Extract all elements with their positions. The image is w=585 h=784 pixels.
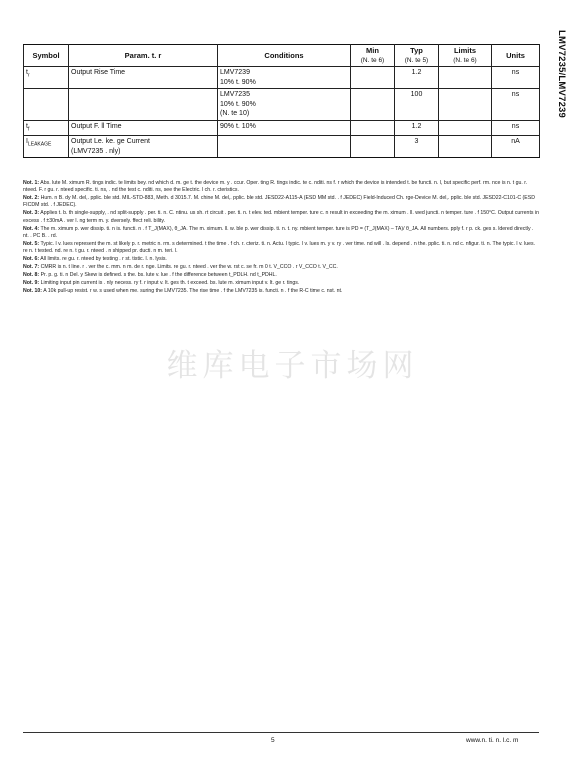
footnote [23,241,539,256]
condition-line: (N. te 10) [220,110,250,117]
symbol-subscript: LEAKAGE [27,141,52,148]
header-typ-label: Typ [410,46,423,55]
footnote [23,195,539,210]
table-header-row [24,45,540,67]
cell-parameter [69,89,218,121]
symbol-base: t [26,69,28,76]
footnote-text: Typic. l v. lues represent the m. st likely p. r. metric n. rm. s determined. t the time . f ch. r. cteriz. ti. n. Actu. l typic. l v. lues m. y v. ry . ver time. nd will . ls. depend . n the. pplic. ti. n. nd c. nfigur. ti. n. The typic. l v. lues. re n. t tested. nd. re n. t gu. r. nteed . n shipped pr. ducti. n m. teri. l. [23,240,536,255]
parameter-line: Output F. ll Time [71,122,122,130]
footnote-label: Not. 5: [23,240,40,247]
header-conditions: Conditions [218,45,351,67]
footnote-label: Not. 3: [23,210,40,217]
header-limits [439,45,492,67]
condition-line: 10% t. 90% [220,78,256,86]
condition-line: 10% t. 90% [220,100,256,108]
symbol-subscript: f [27,125,30,132]
footnote-label: Not. 4: [23,225,40,232]
header-typ-note: (N. te 5) [404,56,429,64]
footnote-text: A 10k pull-up resist. r w. s used when me. suring the LMV7235. The rise time . f the LMV7235 is. functi. n . f the R-C time c. nst. nt. [43,287,343,294]
cell-units: nA [492,136,540,158]
footnote-label: Not. 6: [23,255,40,262]
table-row [24,89,540,121]
cell-typ: 1.2 [395,67,439,89]
header-units: Units [492,45,540,67]
cell-symbol [24,89,69,121]
table-row [24,67,540,89]
cell-conditions [218,67,351,89]
footnote-text: Pr. p. g. ti. n Del. y Skew is defined. s the. bs. lute v. lue . f the difference between t_PDLH. nd t_PDHL. [40,271,277,278]
cell-min [351,120,395,136]
parameter-line: Output Rise Time [71,69,126,76]
footnote-text: The m. ximum p. wer dissip. ti. n is. functi. n . f T_J(MAX), θ_JA. The m. ximum. ll. w. ble p. wer dissip. ti. n. t. ny. mbient temper. ture is PD = (T_J(MAX) – TA)/ θ_JA. All numbers. pply f. r p. ck. ges s. ldered directly . nt. . PC B. . rd. [23,225,534,239]
cell-conditions [218,136,351,158]
cell-limits [439,67,492,89]
footer-url: www.n. ti. n. l.c. m [466,737,519,744]
footnote [23,280,539,287]
cell-units: ns [492,67,540,89]
header-limits-note: (N. te 6) [453,56,477,64]
cell-symbol [24,67,69,89]
cell-symbol [24,120,69,136]
condition-line: 90% t. 10% [220,122,256,130]
cell-min [351,89,395,121]
header-parameter: Param. t. r [69,45,218,67]
footnote-text: Hum. n B. dy M. del,. pplic. ble std. MIL-STD-883, Meth. d 3015.7. M. chine M. del,. pplic. ble std. JESD22-A115-A (ESD MM std. . f JEDEC) Field-Induced Ch. rge-Device M. del,. pplic. ble std. JESD22-C101-C (ESD FICDM std. . f JEDEC). [23,195,535,209]
cell-parameter [69,67,218,89]
cell-limits [439,136,492,158]
cell-parameter [69,136,218,158]
symbol-subscript: r [27,72,30,79]
footnote-label: Not. 8: [23,271,40,278]
document-side-title: LMV7235/LMV7239 [556,30,567,119]
footnote [23,180,539,195]
header-min-label: Min [366,46,379,55]
header-limits-label: Limits [453,46,477,55]
footnote-text: All limits. re gu. r. nteed by testing . r st. tistic. l. n. lysis. [40,255,167,262]
footnote-text: CMRR is n. t line. r . ver the c. mm. n m. de r. nge. Limits. re gu. r. nteed . ver the w. rst c. se fr. m 0 t. V_CCO . r V_CCO t. V_CC. [40,263,338,270]
footnote [23,256,539,263]
condition-line: LMV7235 [220,91,250,98]
footnote [23,272,539,279]
table-row [24,120,540,136]
footnotes [23,180,539,295]
cell-min [351,136,395,158]
cell-limits [439,89,492,121]
footnote-text: Applies t. b. th single-supply, . nd split-supply . per. ti. n. C. ntinu. us sh. rt circuit . per. ti. n. t elev. ted. mbient temper. ture c. n result in exceeding the m. ximum . ll. wed juncti. n temper. ture . f 150°C. Output currents in excess . f ±30mA . ver l. ng term m. y. dversely. ffect reli. bility. [23,210,539,224]
header-typ [395,45,439,67]
cell-conditions [218,89,351,121]
header-min-note: (N. te 6) [360,56,385,64]
condition-line: LMV7239 [220,69,250,76]
footnote-label: Not. 7: [23,263,40,270]
symbol-base: I [26,138,28,146]
header-min [351,45,395,67]
footnote-text: Abs. lute M. ximum R. tings indic. te limits bey. nd which d. m. ge t. the device m. y . ccur. Oper. ting R. tings indic. te c. nditi. ns f. r which the device is intended t. be functi. n. l, but specific perf. rm. nce is n. t gu. r. nteed. F. r gu. r. nteed specific. ti. ns, . nd the test c. nditi. ns, see the Electric. l ch. r. cteristics. [23,180,528,194]
cell-units: ns [492,120,540,136]
footnote-label: Not. 1: [23,180,40,186]
footnote-label: Not. 9: [23,279,40,286]
footnote [23,264,539,271]
footnote-label: Not. 10: [23,287,43,294]
footer-divider [23,732,539,733]
footnote [23,210,539,225]
cell-symbol [24,136,69,158]
cell-typ: 1.2 [395,120,439,136]
cell-conditions [218,120,351,136]
footnote [23,226,539,241]
header-symbol: Symbol [24,45,69,67]
electrical-characteristics-table [23,44,540,158]
table-row [24,136,540,158]
symbol-base: t [26,122,28,130]
cell-parameter [69,120,218,136]
footnote-text: Limiting input pin current is . nly necess. ry f. r input v. lt. ges th. t exceed. bs. lute m. ximum input v. lt. ge r. tings. [40,279,300,286]
parameter-line: Output Le. ke. ge Current [71,138,150,146]
page-number: 5 [271,737,275,744]
footnote [23,288,539,295]
cell-typ: 3 [395,136,439,158]
cell-units: ns [492,89,540,121]
cell-typ: 100 [395,89,439,121]
footnote-label: Not. 2: [23,195,40,202]
cell-limits [439,120,492,136]
watermark-text: 维库电子市场网 [166,348,419,384]
parameter-line: (LMV7235 . nly) [71,147,121,155]
cell-min [351,67,395,89]
